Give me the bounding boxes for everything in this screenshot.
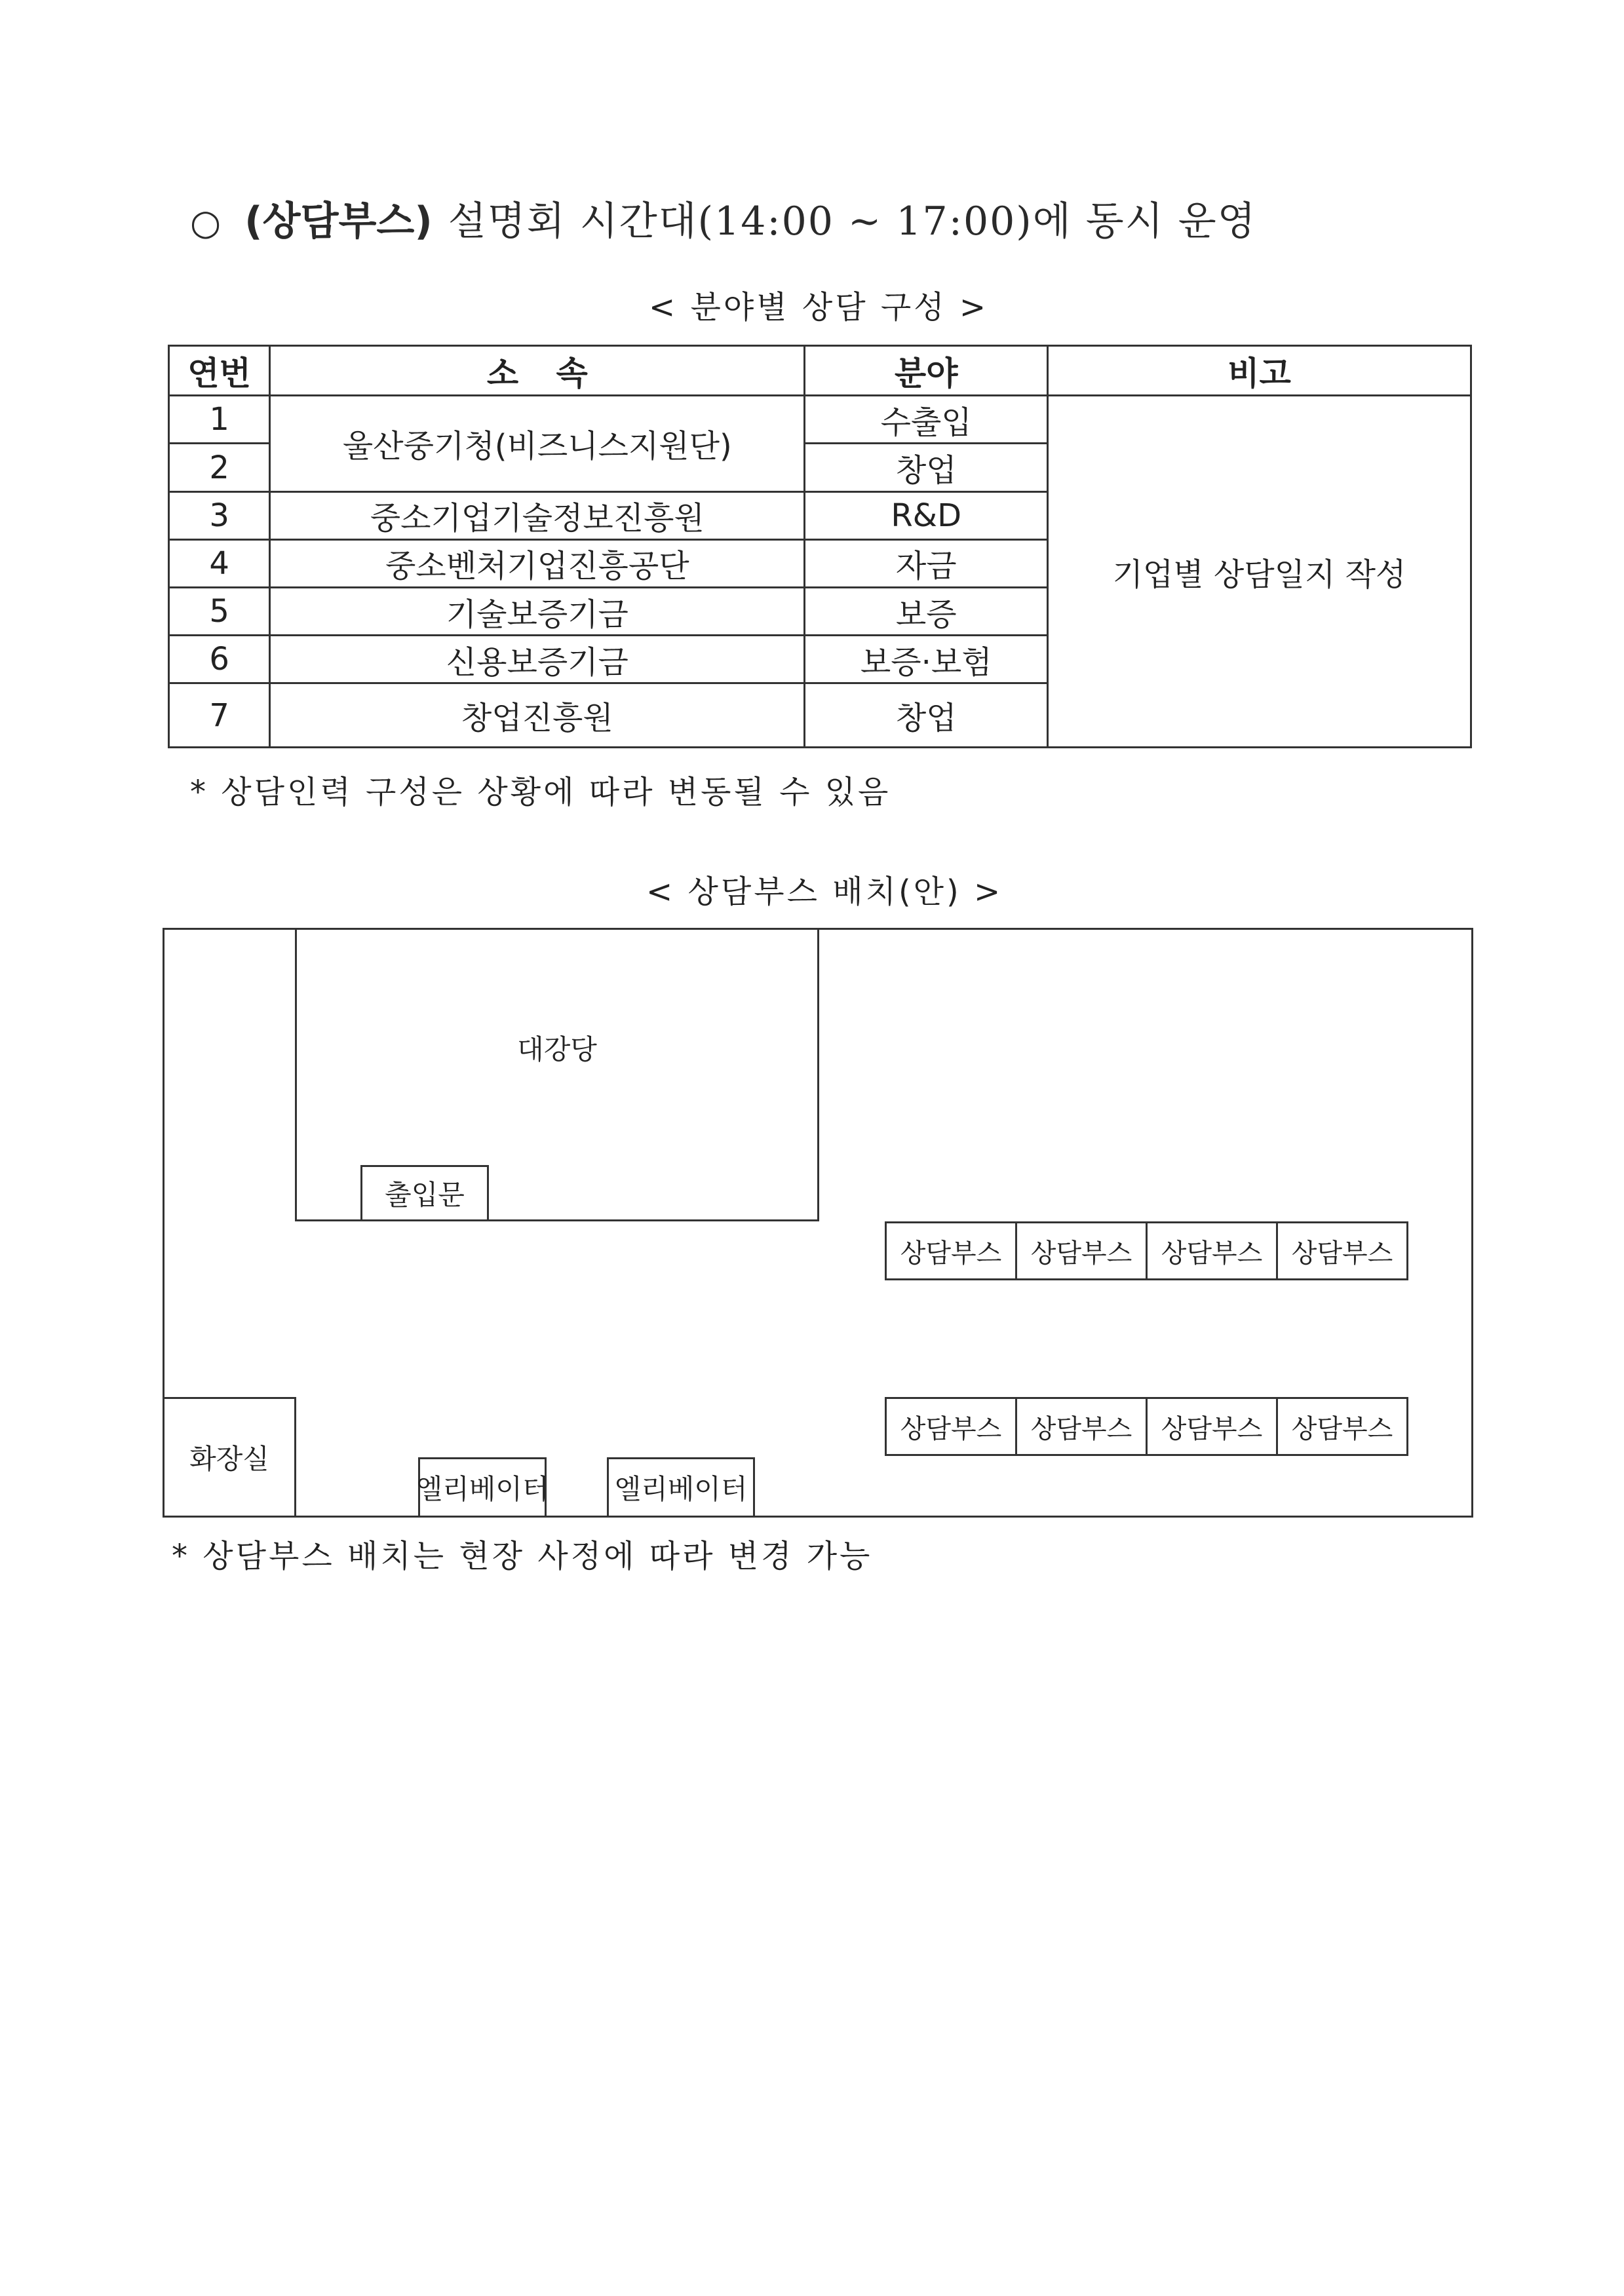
booth-label: 상담부스: [900, 1238, 1002, 1269]
cell-org: 기술보증기금: [270, 587, 805, 635]
cell-field: 창업: [805, 444, 1048, 491]
header-org: 소 속: [270, 346, 805, 396]
table-row: [169, 396, 1471, 444]
booth: [1015, 1221, 1148, 1280]
booth: [1146, 1397, 1278, 1456]
header-field: 분야: [805, 346, 1048, 396]
consultation-table: [168, 345, 1472, 748]
cell-field: 보증·보험: [805, 636, 1048, 683]
cell-org: 중소벤처기업진흥공단: [270, 539, 805, 587]
booth-label: 상담부스: [1291, 1413, 1393, 1444]
entrance-label: 출입문: [385, 1179, 465, 1211]
booth-label: 상담부스: [1030, 1413, 1132, 1444]
cell-org: 창업진흥원: [270, 683, 805, 748]
cell-no: 6: [169, 636, 270, 683]
booth-floor-plan: [163, 928, 1473, 1518]
circle-bullet: ○: [190, 202, 222, 243]
cell-field: 보증: [805, 587, 1048, 635]
booth: [885, 1397, 1017, 1456]
booth: [885, 1221, 1017, 1280]
table-header-row: [169, 346, 1471, 396]
cell-no: 2: [169, 444, 270, 491]
elevator-1: [418, 1457, 547, 1518]
elevator-2: [607, 1457, 755, 1518]
restroom: [163, 1397, 296, 1518]
elevator-label: 엘리베이터: [416, 1473, 549, 1505]
table-caption: < 분야별 상담 구성 >: [649, 289, 989, 326]
cell-field: R&D: [805, 491, 1048, 539]
header-remark: 비고: [1047, 346, 1471, 396]
booth-label: 상담부스: [900, 1413, 1002, 1444]
heading-text: 설명회 시간대(14:00 ~ 17:00)에 동시 운영: [448, 199, 1257, 244]
booth: [1276, 1397, 1408, 1456]
cell-org: 신용보증기금: [270, 636, 805, 683]
cell-no: 5: [169, 587, 270, 635]
booth: [1015, 1397, 1148, 1456]
booth-label: 상담부스: [1161, 1238, 1263, 1269]
cell-no: 1: [169, 396, 270, 444]
booth: [1146, 1221, 1278, 1280]
layout-caption: < 상담부스 배치(안) >: [646, 873, 1003, 910]
cell-no: 3: [169, 491, 270, 539]
cell-no: 7: [169, 683, 270, 748]
booth-label: 상담부스: [1030, 1238, 1132, 1269]
cell-field: 수출입: [805, 396, 1048, 444]
cell-no: 4: [169, 539, 270, 587]
table-note: * 상담인력 구성은 상황에 따라 변동될 수 있음: [190, 774, 891, 811]
cell-org: 울산중기청(비즈니스지원단): [270, 396, 805, 491]
cell-field: 자금: [805, 539, 1048, 587]
layout-note: * 상담부스 배치는 현장 사정에 따라 변경 가능: [172, 1538, 873, 1575]
booth: [1276, 1221, 1408, 1280]
restroom-label: 화장실: [189, 1443, 269, 1475]
booth-label: 상담부스: [1161, 1413, 1263, 1444]
header-no: 연번: [169, 346, 270, 396]
cell-field: 창업: [805, 683, 1048, 748]
cell-org: 중소기업기술정보진흥원: [270, 491, 805, 539]
elevator-label: 엘리베이터: [614, 1473, 748, 1505]
entrance-door: [360, 1165, 489, 1221]
auditorium-label: 대강당: [517, 1033, 597, 1065]
section-heading: [190, 190, 1257, 246]
heading-bold-label: (상담부스): [244, 199, 433, 244]
cell-remark: 기업별 상담일지 작성: [1047, 396, 1471, 748]
booth-label: 상담부스: [1291, 1238, 1393, 1269]
